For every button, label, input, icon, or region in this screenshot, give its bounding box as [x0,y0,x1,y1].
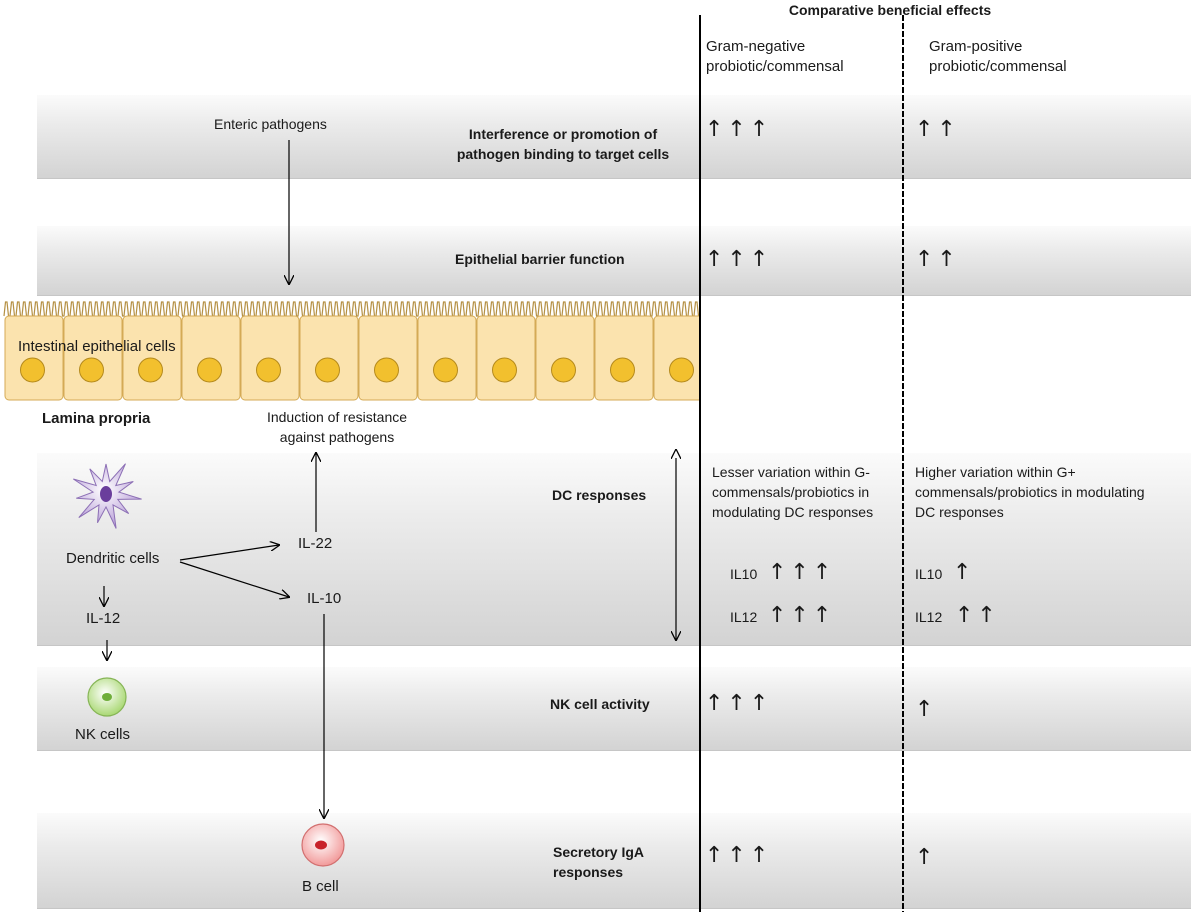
nk-cell-nucleus [102,693,112,701]
gram-negative-header [706,37,844,77]
gram-negative-dc-note-line-1: Lesser variation within G- [712,464,870,480]
label-nk-activity: NK cell activity [550,696,650,712]
b-cell-nucleus [315,841,327,850]
gram-negative-iga: ↑↑↑ [705,843,773,868]
gram-positive-dc-note-line-3: DC responses [915,504,1004,520]
gram-positive-iga: ↑ [915,845,938,870]
gram-negative-epithelial-barrier: ↑↑↑ [705,247,773,272]
label-b-cell: B cell [302,878,339,895]
label-il22: IL-22 [298,535,333,552]
gram-negative-line-1: Gram-negative [706,38,806,55]
gram-negative-dc-note-line-3: modulating DC responses [712,504,874,520]
gram-positive-nk-activity: ↑ [915,697,938,722]
gram-positive-il12-arrows: ↑↑ [955,603,1000,628]
gram-positive-dc-note-line-2: commensals/probiotics in modulating [915,484,1145,500]
gram-positive-line-1: Gram-positive [929,38,1023,55]
label-induction-line-2: against pathogens [279,429,395,445]
gram-negative-dc-note [712,462,873,522]
label-lamina-propria: Lamina propria [42,410,151,427]
gram-negative-line-2: probiotic/commensal [706,58,844,75]
gram-positive-il10-arrows: ↑ [953,560,976,585]
gram-positive-dc-note-line-1: Higher variation within G+ [915,464,1076,480]
chart-title: Comparative beneficial effects [788,2,992,18]
label-induction-line-1: Induction of resistance [266,409,408,425]
gram-positive-header [929,37,1067,77]
gram-negative-il10-label: IL10 [730,566,758,582]
gram-negative-pathogen-binding: ↑↑↑ [705,117,773,142]
gram-positive-il10-label: IL10 [915,566,943,582]
gram-negative-dc-note-line-2: commensals/probiotics in [712,484,870,500]
arrow-dc-to-il10 [180,562,289,597]
label-dendritic-cells: Dendritic cells [66,550,160,567]
label-pathogen-binding-line-1: Interference or promotion of [468,126,658,142]
gram-negative-il12-arrows: ↑↑↑ [768,603,836,628]
label-epithelial-barrier: Epithelial barrier function [455,251,625,267]
gram-negative-nk-activity: ↑↑↑ [705,691,773,716]
label-il12: IL-12 [86,610,121,627]
gram-positive-dc-note [915,462,1145,522]
label-iga-line-2: responses [553,864,624,880]
label-il10: IL-10 [307,590,342,607]
gram-positive-line-2: probiotic/commensal [929,58,1067,75]
label-iga [553,842,644,882]
label-induction-resistance [247,407,427,447]
label-iga-line-1: Secretory IgA [553,844,645,860]
label-intestinal-epithelial-cells: Intestinal epithelial cells [18,338,176,355]
gram-positive-epithelial-barrier: ↑↑ [915,247,960,272]
gram-negative-il12-label: IL12 [730,609,758,625]
gram-positive-il12-label: IL12 [915,609,943,625]
label-enteric-pathogens: Enteric pathogens [214,116,327,132]
label-pathogen-binding-line-2: pathogen binding to target cells [456,146,670,162]
gram-positive-pathogen-binding: ↑↑ [915,117,960,142]
dendritic-cell-nucleus [100,486,112,502]
label-nk-cells: NK cells [75,726,131,743]
gram-negative-il10-arrows: ↑↑↑ [768,560,836,585]
label-dc-responses: DC responses [552,487,647,503]
label-pathogen-binding [420,124,706,164]
arrow-dc-to-il22 [180,545,279,560]
